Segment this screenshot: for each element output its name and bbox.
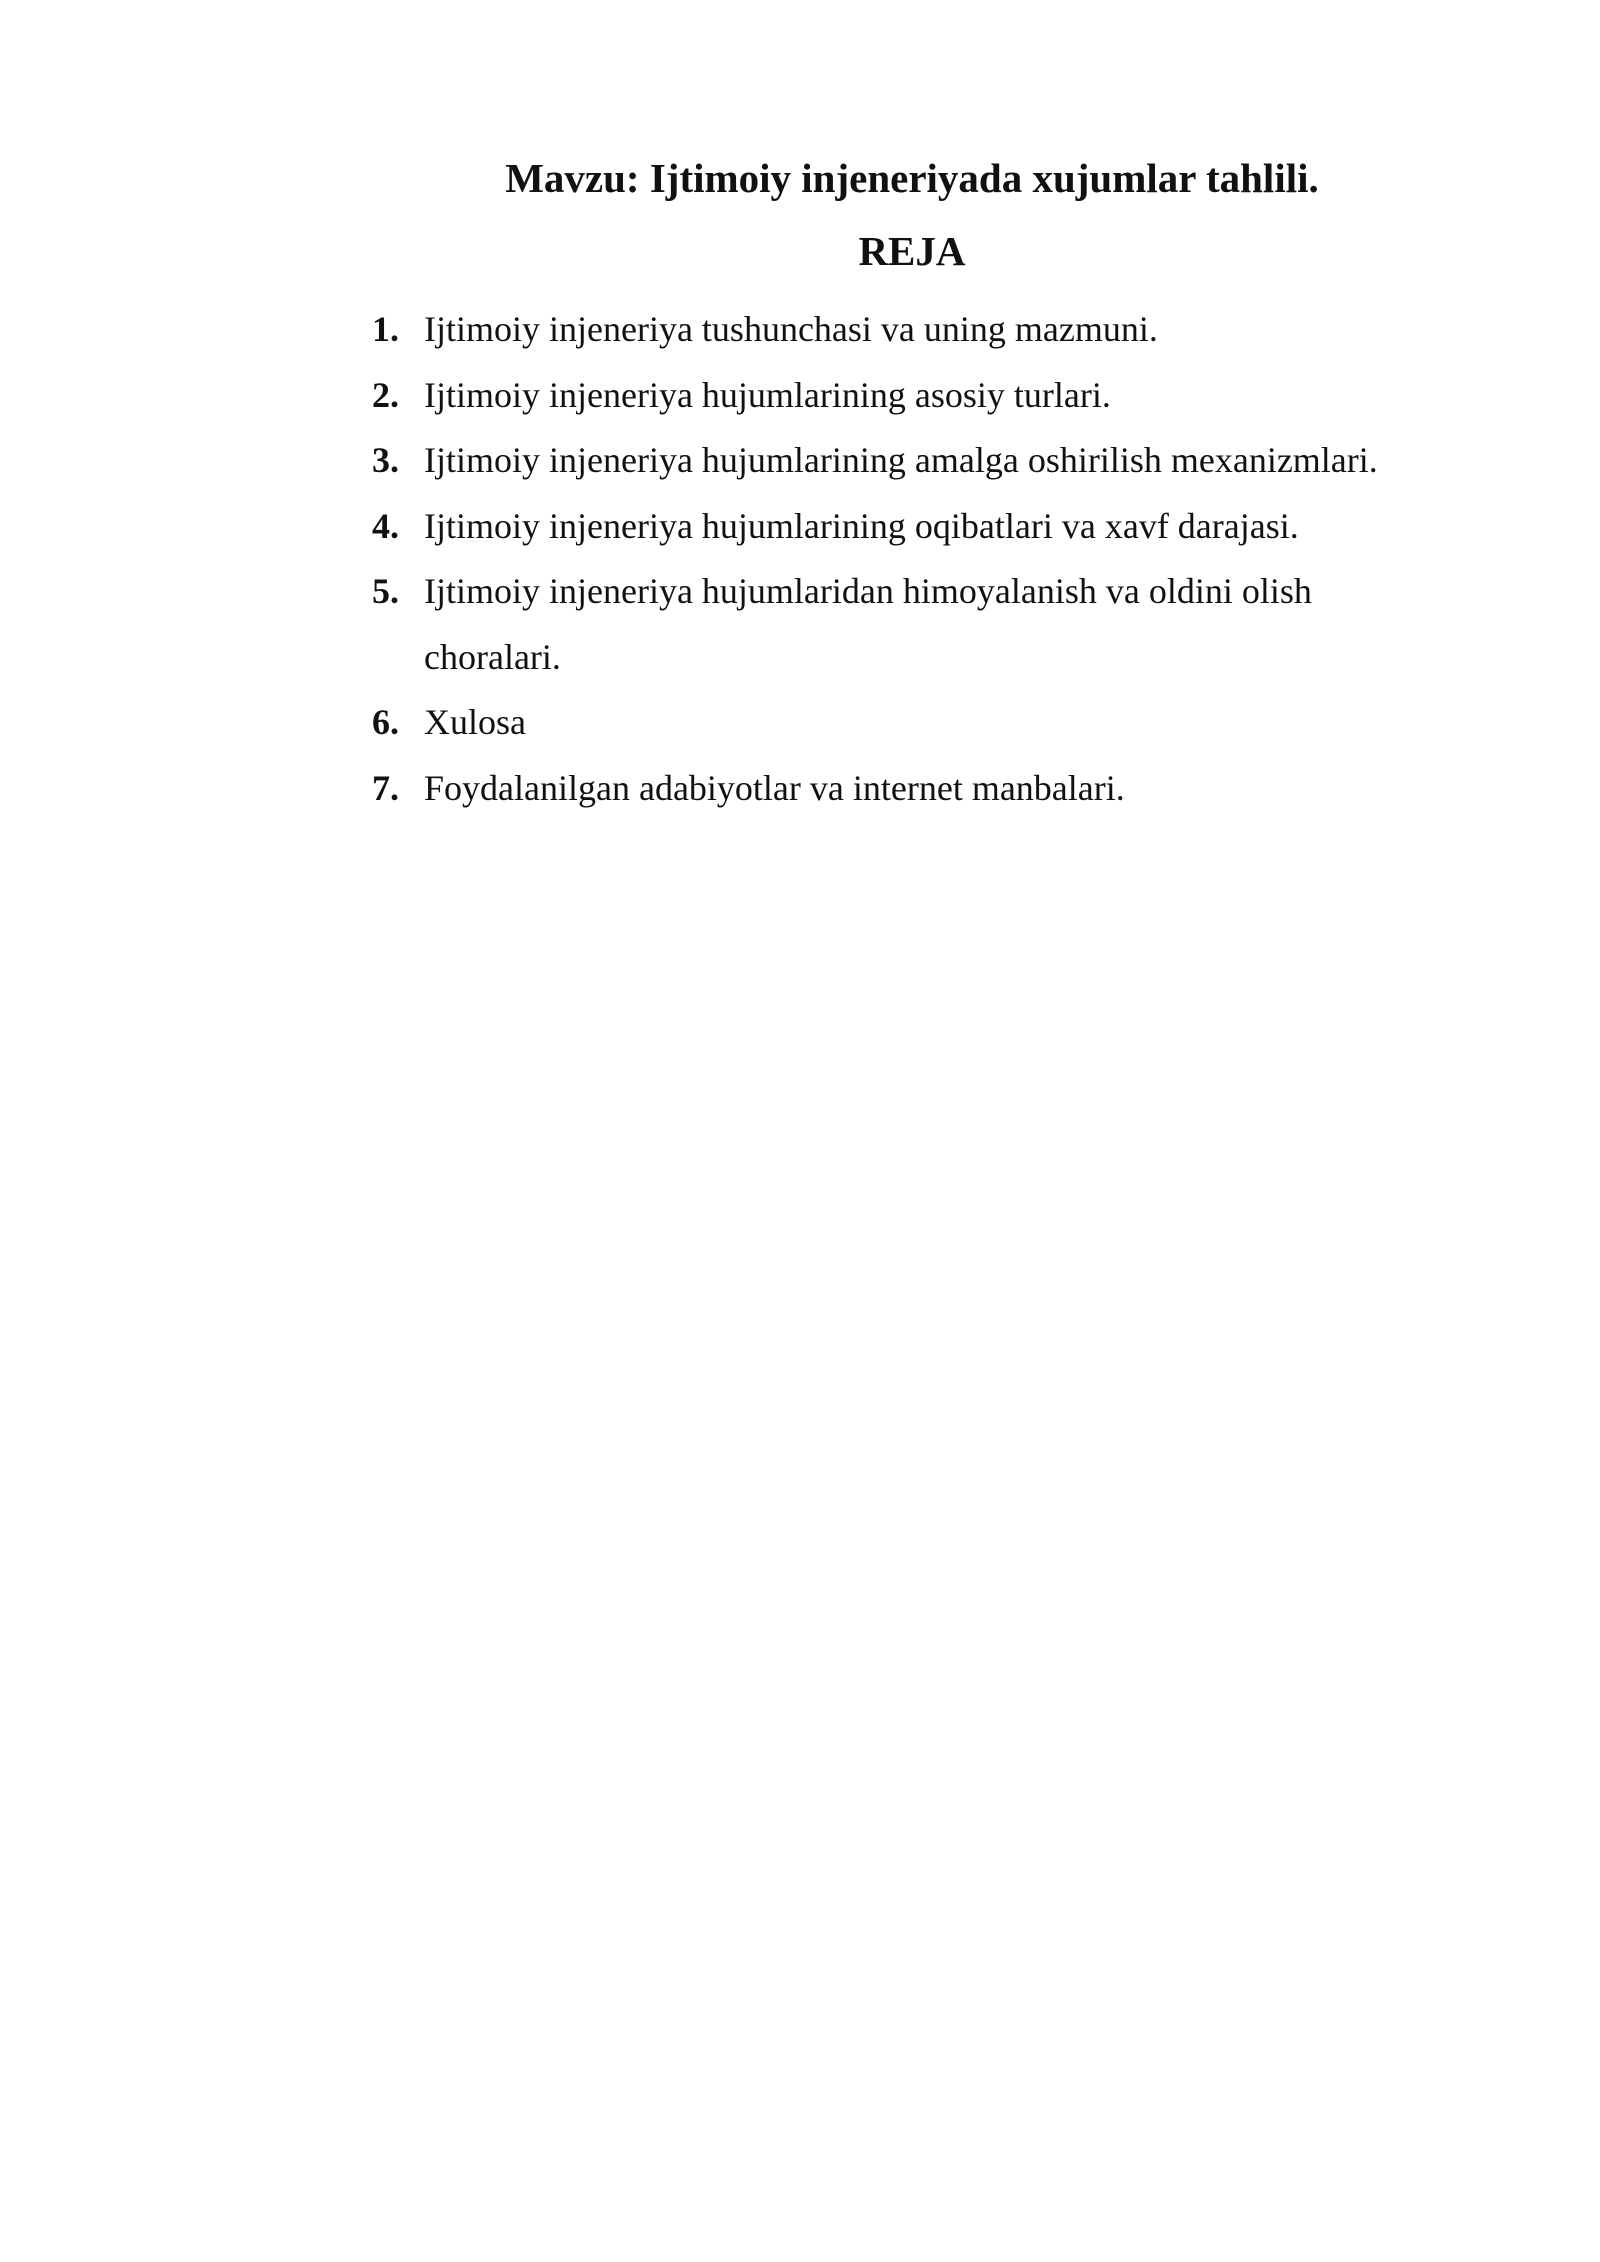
plan-item-text: Ijtimoiy injeneriya hujumlarining oqibatlari va xavf darajasi.: [424, 505, 1299, 546]
plan-item-text: Ijtimoiy injeneriya hujumlaridan himoyalanish va oldini olish choralari.: [424, 571, 1312, 677]
plan-list: [372, 297, 1452, 821]
plan-item-number: 6.: [372, 702, 399, 742]
plan-item-text: Ijtimoiy injeneriya hujumlarining asosiy turlari.: [424, 374, 1111, 415]
plan-item-number: 4.: [372, 505, 399, 546]
plan-item-number: 7.: [372, 767, 399, 808]
plan-item-text: Foydalanilgan adabiyotlar va internet manbalari.: [424, 767, 1125, 808]
plan-item-text: Ijtimoiy injeneriya hujumlarining amalga oshirilish mexanizmlari.: [424, 440, 1378, 480]
plan-item-5: [372, 559, 1452, 690]
plan-item-1: [372, 297, 1452, 363]
plan-item-text: Ijtimoiy injeneriya tushunchasi va uning mazmuni.: [424, 309, 1158, 349]
plan-item-number: 5.: [372, 571, 399, 611]
plan-item-3: [372, 428, 1452, 494]
plan-item-4: [372, 494, 1452, 560]
plan-item-number: 3.: [372, 440, 399, 480]
document-title: Mavzu: Ijtimoiy injeneriyada xujumlar tahlili.: [505, 155, 1319, 201]
plan-item-number: 1.: [372, 309, 399, 349]
plan-item-number: 2.: [372, 374, 399, 415]
plan-item-6: [372, 690, 1452, 756]
plan-item-2: [372, 363, 1452, 429]
plan-item-text: Xulosa: [424, 702, 526, 742]
plan-item-7: [372, 756, 1452, 822]
plan-heading: REJA: [858, 228, 966, 274]
